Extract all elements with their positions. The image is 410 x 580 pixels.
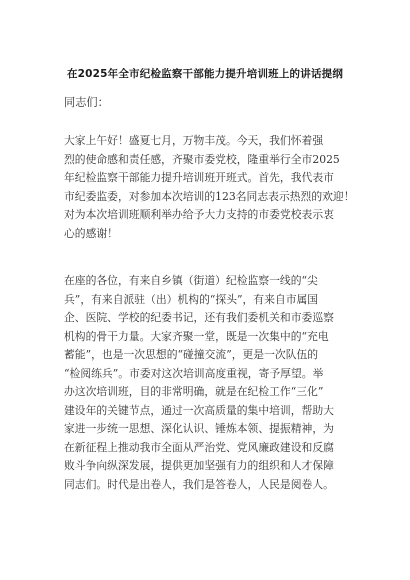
paragraph-line: 市纪委监委，对参加本次培训的123名同志表示热烈的欢迎！ [64,189,355,203]
paragraph-participants [64,272,364,494]
paragraph-line: 办这次培训班，目的非常明确，就是在纪检工作“三化” [64,385,324,398]
paragraph-line: 蓄能”，也是一次思想的“碰撞交流”，更是一次队伍的 [64,348,319,361]
paragraph-line: “检阅练兵”。市委对这次培训高度重视，寄予厚望。举 [64,366,324,380]
paragraph-line: 同志们。时代是出卷人，我们是答卷人，人民是阅卷人。 [64,477,334,491]
paragraph-line: 年纪检监察干部能力提升培训班开班式。首先，我代表市 [64,171,334,184]
paragraph-line: 大家上午好！盛夏七月，万物丰茂。今天，我们怀着强 [64,134,324,147]
paragraph-line: 家进一步统一思想、深化认识、锤炼本领、提振精神，为 [64,422,334,435]
paragraph-line: 在新征程上推动我市全面从严治党、党风廉政建设和反腐 [64,440,334,454]
paragraph-line: 企、医院、学校的纪委书记，还有我们委机关和市委巡察 [64,311,334,324]
paragraph-line: 兵”，有来自派驻（出）机构的“探头”，有来自市属国 [64,292,319,306]
salutation: 同志们： [64,96,109,109]
paragraph-line: 烈的使命感和责任感，齐聚市委党校，隆重举行全市2025 [64,152,340,166]
paragraph-line: 机构的骨干力量。大家齐聚一堂，既是一次集中的“充电 [64,329,329,343]
paragraph-line: 在座的各位，有来自乡镇（街道）纪检监察一线的“尖 [64,274,318,287]
paragraph-line: 败斗争向纵深发展，提供更加坚强有力的组织和人才保障 [64,459,334,472]
paragraph-line: 对为本次培训班顺利举办给予大力支持的市委党校表示衷 [64,208,334,221]
paragraph-opening [64,132,364,243]
paragraph-line: 心的感谢！ [64,226,118,240]
paragraph-line: 建设年的关键节点，通过一次高质量的集中培训，帮助大 [64,403,334,417]
document-title: 在2025年全市纪检监察干部能力提升培训班上的讲话提纲 [66,68,344,80]
